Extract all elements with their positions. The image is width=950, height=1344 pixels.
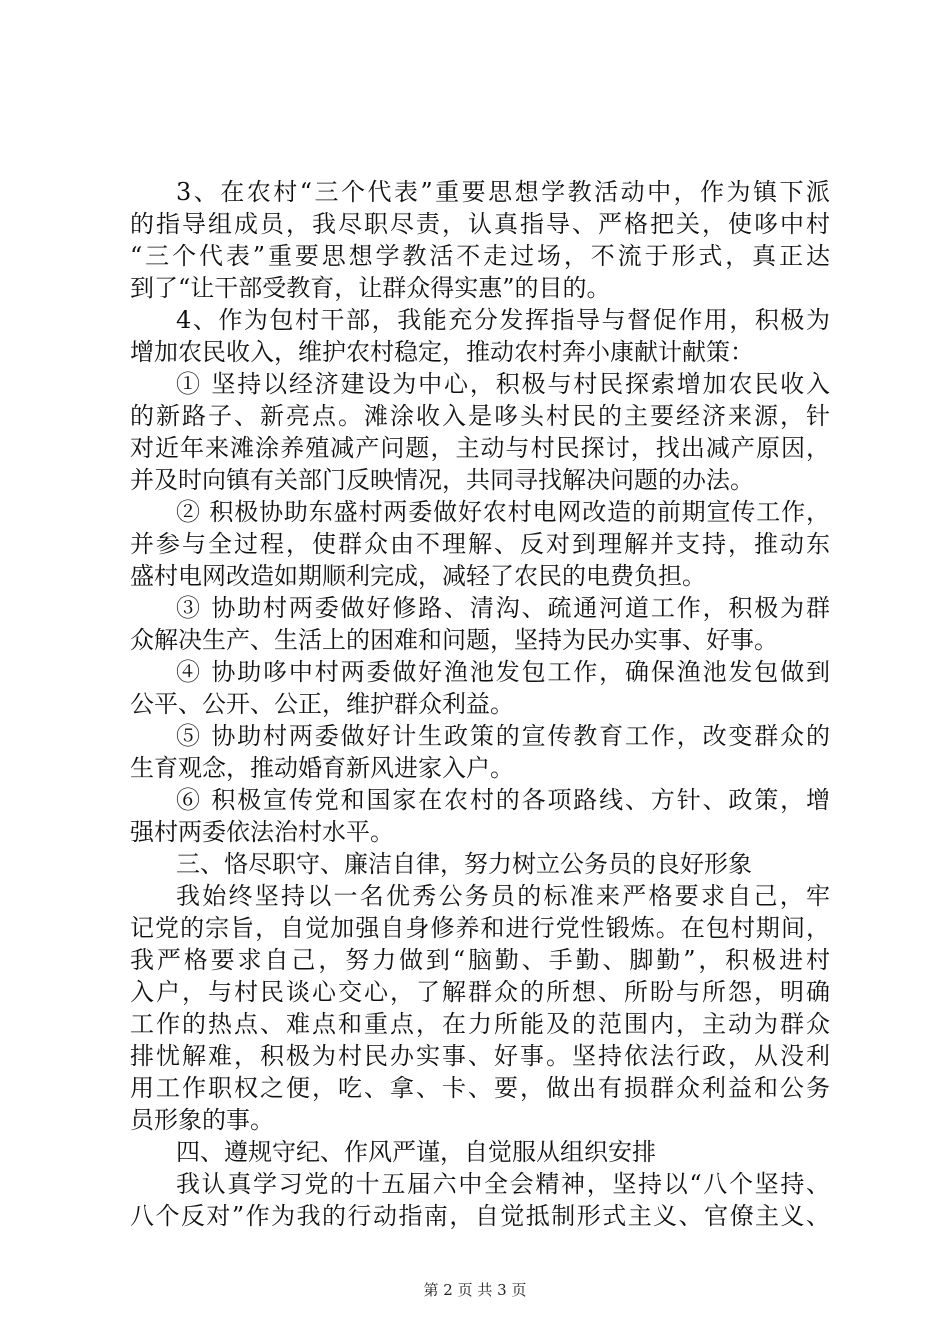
text-line: 的新路子、新亮点。滩涂收入是哆头村民的主要经济来源，针 [130, 402, 830, 430]
text-line: 我始终坚持以一名优秀公务员的标准来严格要求自己，牢 [176, 882, 830, 910]
text-line: 公平、公开、公正，维护群众利益。 [130, 690, 514, 718]
text-line: 四、遵规守纪、作风严谨，自觉服从组织安排 [176, 1138, 656, 1166]
text-line: 盛村电网改造如期顺利完成，减轻了农民的电费负担。 [130, 562, 706, 590]
text-line: ② 积极协助东盛村两委做好农村电网改造的前期宣传工作， [176, 498, 830, 526]
document-body [130, 176, 830, 1232]
text-line: 并参与全过程，使群众由不理解、反对到理解并支持，推动东 [130, 530, 830, 558]
text-line: 对近年来滩涂养殖减产问题，主动与村民探讨，找出减产原因， [130, 434, 830, 462]
text-line: 3、在农村“三个代表”重要思想学教活动中，作为镇下派 [176, 178, 830, 206]
text-line: 生育观念，推动婚育新风进家入户。 [130, 754, 514, 782]
text-line: 记党的宗旨，自觉加强自身修养和进行党性锻炼。在包村期间， [130, 914, 830, 942]
text-line: 我认真学习党的十五届六中全会精神，坚持以“八个坚持、 [176, 1170, 830, 1198]
text-line: 排忧解难，积极为村民办实事、好事。坚持依法行政，从没利 [130, 1042, 830, 1070]
text-line: 到了“让干部受教育，让群众得实惠”的目的。 [130, 274, 611, 302]
text-line: 并及时向镇有关部门反映情况，共同寻找解决问题的办法。 [130, 466, 754, 494]
text-line: 强村两委依法治村水平。 [130, 818, 394, 846]
text-line: 八个反对”作为我的行动指南，自觉抵制形式主义、官僚主义、 [130, 1202, 830, 1230]
text-line: 的指导组成员，我尽职尽责，认真指导、严格把关，使哆中村 [130, 210, 830, 238]
text-line: ③ 协助村两委做好修路、清沟、疏通河道工作，积极为群 [176, 594, 830, 622]
text-line: 三、恪尽职守、廉洁自律，努力树立公务员的良好形象 [176, 850, 752, 878]
text-line: 用工作职权之便，吃、拿、卡、要，做出有损群众利益和公务 [130, 1074, 830, 1102]
text-line: ⑥ 积极宣传党和国家在农村的各项路线、方针、政策，增 [176, 786, 830, 814]
text-line: 众解决生产、生活上的困难和问题，坚持为民办实事、好事。 [130, 626, 778, 654]
page-footer: 第 2 页 共 3 页 [423, 1281, 527, 1299]
text-line: 4、作为包村干部，我能充分发挥指导与督促作用，积极为 [176, 306, 830, 334]
text-line: “三个代表”重要思想学教活不走过场，不流于形式，真正达 [130, 242, 830, 270]
text-line: 我严格要求自己，努力做到“脑勤、手勤、脚勤”，积极进村 [130, 946, 830, 974]
text-line: 增加农民收入，维护农村稳定，推动农村奔小康献计献策： [130, 338, 754, 366]
text-line: 入户，与村民谈心交心，了解群众的所想、所盼与所怨，明确 [130, 978, 830, 1006]
text-line: ⑤ 协助村两委做好计生政策的宣传教育工作，改变群众的 [176, 722, 830, 750]
text-line: 工作的热点、难点和重点，在力所能及的范围内，主动为群众 [130, 1010, 830, 1038]
text-line: ① 坚持以经济建设为中心，积极与村民探索增加农民收入 [176, 370, 830, 398]
text-line: 员形象的事。 [130, 1106, 274, 1134]
text-line: ④ 协助哆中村两委做好渔池发包工作，确保渔池发包做到 [176, 658, 830, 686]
